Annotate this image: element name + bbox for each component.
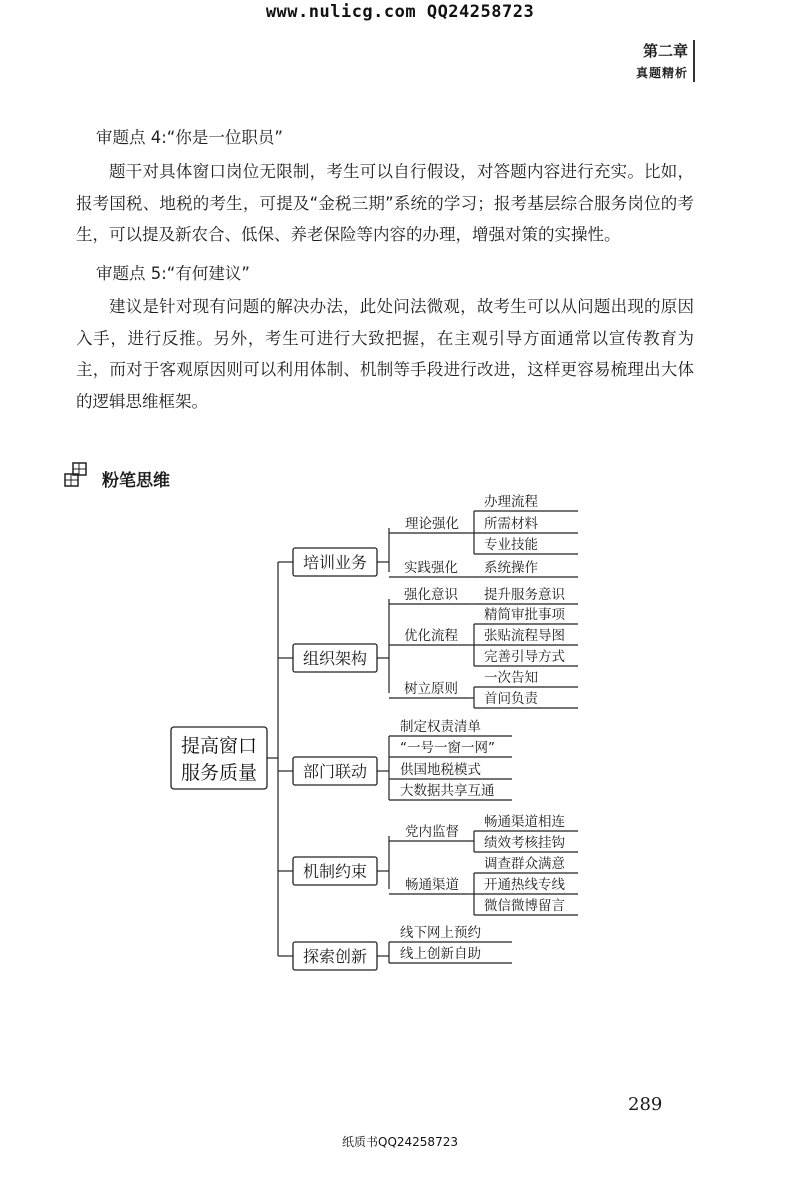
- leaf-label: 一次告知: [484, 670, 538, 686]
- footer-watermark: 纸质书QQ24258723: [342, 1135, 458, 1149]
- top-watermark: www.nulicg.com QQ24258723: [265, 2, 535, 22]
- sub-label: 畅通渠道: [405, 877, 459, 893]
- leaf-label: 线上创新自助: [400, 946, 481, 962]
- sub-label: 树立原则: [404, 681, 458, 697]
- leaf-label: 开通热线专线: [484, 877, 565, 893]
- sub-label: 实践强化: [404, 560, 458, 576]
- leaf-label: “一号一窗一网”: [400, 740, 495, 756]
- leaf-label: 张贴流程导图: [484, 628, 565, 644]
- branch-label: 部门联动: [303, 762, 368, 781]
- branch-label: 组织架构: [303, 649, 368, 668]
- branch-label: 机制约束: [303, 862, 368, 881]
- leaf-label: 完善引导方式: [484, 649, 565, 665]
- leaf-label: 大数据共享互通: [400, 783, 495, 799]
- page-number: 289: [628, 1094, 663, 1115]
- sub-label: 优化流程: [404, 628, 458, 644]
- leaf-label: 微信微博留言: [484, 898, 565, 914]
- sub-label: 强化意识: [404, 587, 458, 603]
- root-label-line1: 提高窗口: [181, 735, 258, 757]
- chapter-subtitle: 真题精析: [635, 66, 688, 80]
- leaf-label: 所需材料: [484, 516, 538, 532]
- branch-label: 探索创新: [303, 947, 368, 966]
- leaf-label: 提升服务意识: [484, 587, 565, 603]
- chapter-label: 第二章: [642, 42, 688, 60]
- leaf-label: 制定权责清单: [400, 719, 481, 735]
- leaf-label: 绩效考核挂钩: [484, 835, 565, 851]
- leaf-label: 精简审批事项: [484, 607, 565, 623]
- leaf-label: 首问负责: [484, 691, 538, 707]
- point5-heading: 审题点 5:“有何建议”: [96, 264, 250, 283]
- section-title: 粉笔思维: [102, 471, 170, 491]
- leaf-label: 调查群众满意: [484, 856, 565, 872]
- leaf-label: 系统操作: [484, 560, 538, 576]
- point4-paragraph: 题干对具体窗口岗位无限制，考生可以自行假设，对答题内容进行充实。比如，报考国税、地税的考生，可提及“金税三期”系统的学习；报考基层综合服务岗位的考生，可以提及新农合、低保、养老保险等内容的办理，增强对策的实操性。: [76, 162, 694, 244]
- root-label-line2: 服务质量: [181, 762, 258, 784]
- point5-paragraph: 建议是针对现有问题的解决办法，此处问法微观，故考生可以从问题出现的原因入手，进行反推。另外，考生可进行大致把握，在主观引导方面通常以宣传教育为主，而对于客观原因则可以利用体制、机制等手段进行改进，这样更容易梳理出大体的逻辑思维框架。: [76, 297, 694, 411]
- leaf-label: 线下网上预约: [400, 925, 481, 941]
- point4-heading: 审题点 4:“你是一位职员”: [96, 128, 283, 147]
- leaf-label: 办理流程: [484, 494, 538, 510]
- sub-label: 理论强化: [405, 516, 459, 532]
- leaf-label: 专业技能: [484, 537, 538, 553]
- leaf-label: 供国地税模式: [400, 762, 481, 778]
- branch-label: 培训业务: [303, 553, 368, 572]
- leaf-label: 畅通渠道相连: [484, 814, 565, 830]
- sub-label: 党内监督: [405, 824, 459, 840]
